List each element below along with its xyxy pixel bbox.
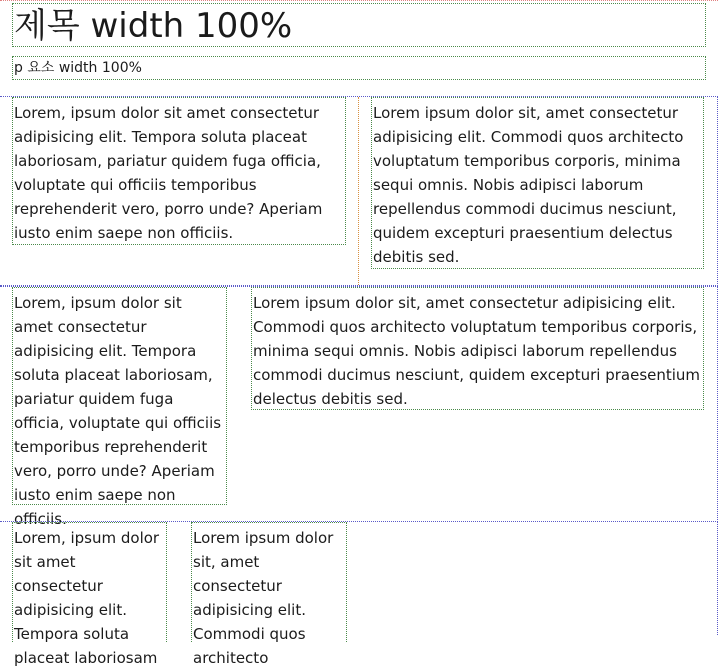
text-block-left: Lorem, ipsum dolor sit amet consectetur adipisicing elit. Tempora soluta placeat laboriosam, pariatur quidem fuga officia, voluptate qui officiis temporibus reprehenderit vero, porro unde? Aperiam iusto enim saepe non officiis. <box>12 97 346 245</box>
text-block-wide: Lorem ipsum dolor sit, amet consectetur adipisicing elit. Commodi quos architecto voluptatum temporibus corporis, minima sequi omnis. Nobis adipisci laborum repellendus commodi ducimus nesciunt, quidem excepturi praesentium delectus debitis sed. <box>251 287 704 410</box>
section-small-columns <box>0 521 718 667</box>
text-block-narrow: Lorem, ipsum dolor sit amet consectetur adipisicing elit. Tempora soluta placeat laboriosam, pariatur quidem fuga officia, voluptate qui officiis temporibus reprehenderit vero, porro unde? Aperiam iusto enim saepe non officiis. <box>12 287 227 505</box>
section-narrow-wide <box>0 286 718 528</box>
text-block-small-right: Lorem ipsum dolor sit, amet consectetur adipisicing elit. Commodi quos architecto <box>191 522 347 642</box>
text-block-right: Lorem ipsum dolor sit, amet consectetur adipisicing elit. Commodi quos architecto voluptatum temporibus corporis, minima sequi omnis. Nobis adipisci laborum repellendus commodi ducimus nesciunt, quidem excepturi praesentium delectus debitis sed. <box>371 97 704 269</box>
paragraph-label: p 요소 width 100% <box>12 56 706 80</box>
header-block <box>0 0 718 86</box>
column-divider <box>358 97 359 285</box>
section-two-column <box>0 96 718 286</box>
text-block-small-left: Lorem, ipsum dolor sit amet consectetur adipisicing elit. Tempora soluta placeat laboriosam <box>12 522 167 642</box>
page-title: 제목 width 100% <box>12 3 706 47</box>
